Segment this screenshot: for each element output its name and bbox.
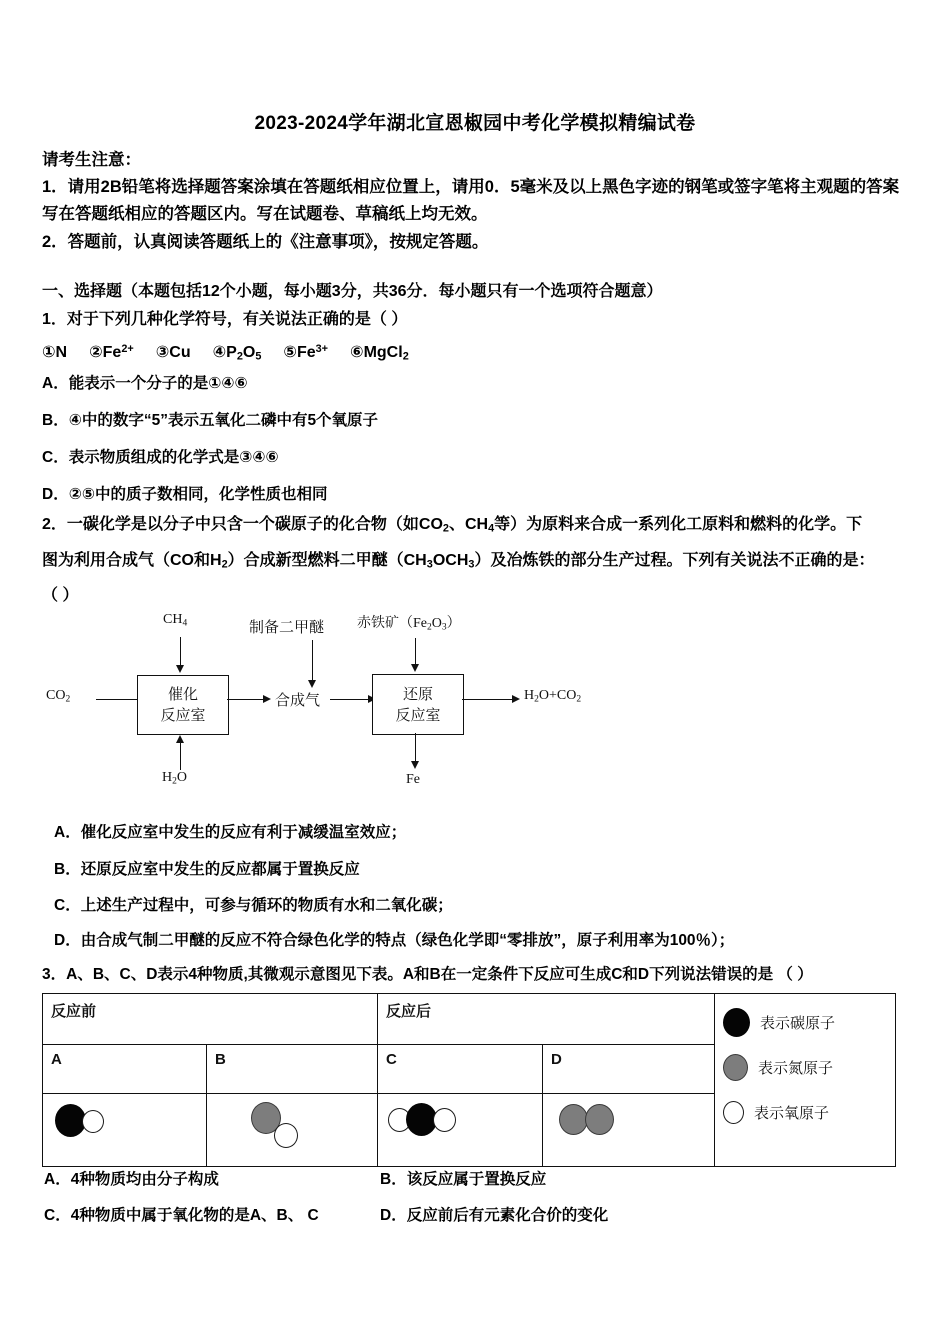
arrow-head-ch4	[176, 665, 184, 673]
diagram-label-ch4-input: $CH_4$	[163, 612, 188, 629]
diagram-box2-line1: 还原	[402, 685, 433, 703]
notice-heading: 请考生注意：	[42, 151, 141, 169]
question-2-stem-line-3: （ ）	[42, 587, 79, 604]
table-cell-molecule-c	[378, 1094, 543, 1167]
notice-item-2: 2．答题前，认真阅读答题纸上的《注意事项》，按规定答题。	[42, 233, 489, 251]
diagram-box1-line2: 反应室	[160, 707, 206, 724]
table-cell-label-a: A	[43, 1045, 207, 1094]
arrow-line-to-syngas	[227, 699, 265, 700]
table-row-group-header	[43, 994, 896, 1045]
table-cell-label-c: C	[378, 1045, 543, 1094]
legend-label-oxygen: 表示氧原子	[754, 1105, 830, 1122]
diagram-box2-line2: 反应室	[395, 706, 441, 724]
question-1-option-d: D．②⑤中的质子数相同，化学性质也相同	[42, 486, 328, 503]
arrow-head-dme	[308, 680, 316, 688]
question-3-option-b: B．该反应属于置换反应	[380, 1171, 547, 1188]
legend-label-carbon: 表示碳原子	[760, 1015, 836, 1032]
question-1-option-b: B．④中的数字“5”表示五氧化二磷中有5个氧原子	[42, 412, 379, 429]
question-1-option-a: A．能表示一个分子的是①④⑥	[42, 375, 248, 392]
table-cell-label-b: B	[207, 1045, 378, 1094]
section-heading: 一、选择题（本题包括12个小题，每小题3分，共36分．每小题只有一个选项符合题意）	[42, 283, 663, 300]
arrow-head-to-syngas	[263, 695, 271, 703]
table-cell-after-reaction: 反应后	[378, 994, 715, 1045]
legend-label-nitrogen: 表示氮原子	[758, 1060, 834, 1077]
oxygen-atom-icon	[433, 1108, 456, 1132]
arrow-head-fe	[411, 761, 419, 769]
legend-item-carbon	[723, 1000, 887, 1045]
arrow-line-hematite	[415, 638, 416, 666]
nitrogen-atom-icon	[723, 1054, 748, 1081]
question-1-stem: 1．对于下列几种化学符号，有关说法正确的是（ ）	[42, 311, 408, 328]
question-3-option-a: A．4种物质均由分子构成	[44, 1171, 219, 1188]
diagram-box-reduction-chamber	[372, 674, 464, 735]
arrow-line-syngas-to-box2	[330, 699, 370, 700]
arrow-head-hematite	[411, 664, 419, 672]
nitrogen-atom-icon	[559, 1104, 588, 1135]
arrow-line-h2o	[180, 742, 181, 770]
question-3-stem: 3．A、B、C、D表示4种物质,其微观示意图见下表。A和B在一定条件下反应可生成C和D下列说法错误的是 （ ）	[42, 966, 813, 983]
question-1-option-c: C．表示物质组成的化学式是③④⑥	[42, 449, 279, 466]
molecule-model-d	[551, 1100, 706, 1156]
diagram-label-fe-output: Fe	[406, 772, 420, 787]
oxygen-atom-icon	[274, 1123, 298, 1148]
question-2-option-b: B．还原反应室中发生的反应都属于置换反应	[54, 861, 360, 878]
arrow-head-h2o	[176, 735, 184, 743]
molecule-model-b	[215, 1100, 369, 1156]
arrow-line-output	[462, 699, 514, 700]
diagram-label-hematite-input: 赤铁矿$(Fe_2O_3)$	[357, 616, 461, 633]
oxygen-atom-icon	[82, 1110, 104, 1133]
table-cell-legend	[715, 994, 896, 1167]
oxygen-atom-icon	[723, 1101, 744, 1124]
production-flow-diagram	[40, 600, 620, 805]
diagram-label-co2-input: $CO_2$	[46, 688, 71, 705]
arrow-line-fe	[415, 733, 416, 763]
question-2-stem-line-1: 2．一碳化学是以分子中只含一个碳原子的化合物（如$CO_2$、$CH_4$等）为原料来合成一系列化工原料和燃料的化学。下	[42, 516, 863, 535]
diagram-label-h2o-input: $H_2O$	[162, 770, 188, 787]
question-2-stem-line-2: 图为利用合成气（CO和$H_2$）合成新型燃料二甲醚$(CH_3OCH_3)$及冶炼铁的部分生产过程。下列有关说法不正确的是：	[42, 552, 875, 571]
table-cell-before-reaction: 反应前	[43, 994, 378, 1045]
nitrogen-atom-icon	[585, 1104, 614, 1135]
diagram-label-syngas: 合成气	[275, 692, 321, 709]
legend-item-nitrogen	[723, 1045, 887, 1090]
table-cell-molecule-a	[43, 1094, 207, 1167]
page-title: 2023-2024学年湖北宣恩椒园中考化学模拟精编试卷	[254, 113, 696, 134]
legend-item-oxygen	[723, 1090, 887, 1135]
notice-item-1: 1．请用2B铅笔将选择题答案涂填在答题纸相应位置上，请用0．5毫米及以上黑色字迹的钢笔或签字笔将主观题的答案写在答题纸相应的答题区内。写在试题卷、草稿纸上均无效。	[42, 178, 900, 223]
microscopic-diagram-table	[42, 993, 896, 1167]
diagram-box1-line1: 催化	[167, 686, 198, 703]
arrow-line-ch4	[180, 637, 181, 667]
question-1-symbols: ①N $②Fe^{2+}$ ③Cu $④P_2O_5$ $⑤Fe^{3+}$ ⑥MgCl$_2$	[42, 343, 409, 363]
question-2-option-d: D．由合成气制二甲醚的反应不符合绿色化学的特点（绿色化学即“零排放”，原子利用率为100％）；	[54, 932, 735, 949]
table-cell-molecule-b	[207, 1094, 378, 1167]
arrow-head-output	[512, 695, 520, 703]
arrow-line-dme	[312, 640, 313, 682]
table-cell-label-d: D	[543, 1045, 715, 1094]
molecule-model-c	[386, 1100, 534, 1156]
question-3-option-c: C．4种物质中属于氧化物的是A、B、 C	[44, 1207, 319, 1224]
diagram-label-output: $H_2O+CO_2$	[524, 688, 582, 705]
table-cell-molecule-d	[543, 1094, 715, 1167]
question-2-option-c: C．上述生产过程中，可参与循环的物质有水和二氧化碳；	[54, 897, 453, 914]
diagram-box-catalytic-chamber	[137, 675, 229, 735]
diagram-label-prepare-dimethyl-ether: 制备二甲醚	[249, 619, 325, 636]
carbon-atom-icon	[723, 1008, 750, 1037]
question-3-option-d: D．反应前后有元素化合价的变化	[380, 1207, 609, 1224]
question-2-option-a: A．催化反应室中发生的反应有利于减缓温室效应；	[54, 824, 407, 841]
molecule-model-a	[51, 1100, 198, 1156]
